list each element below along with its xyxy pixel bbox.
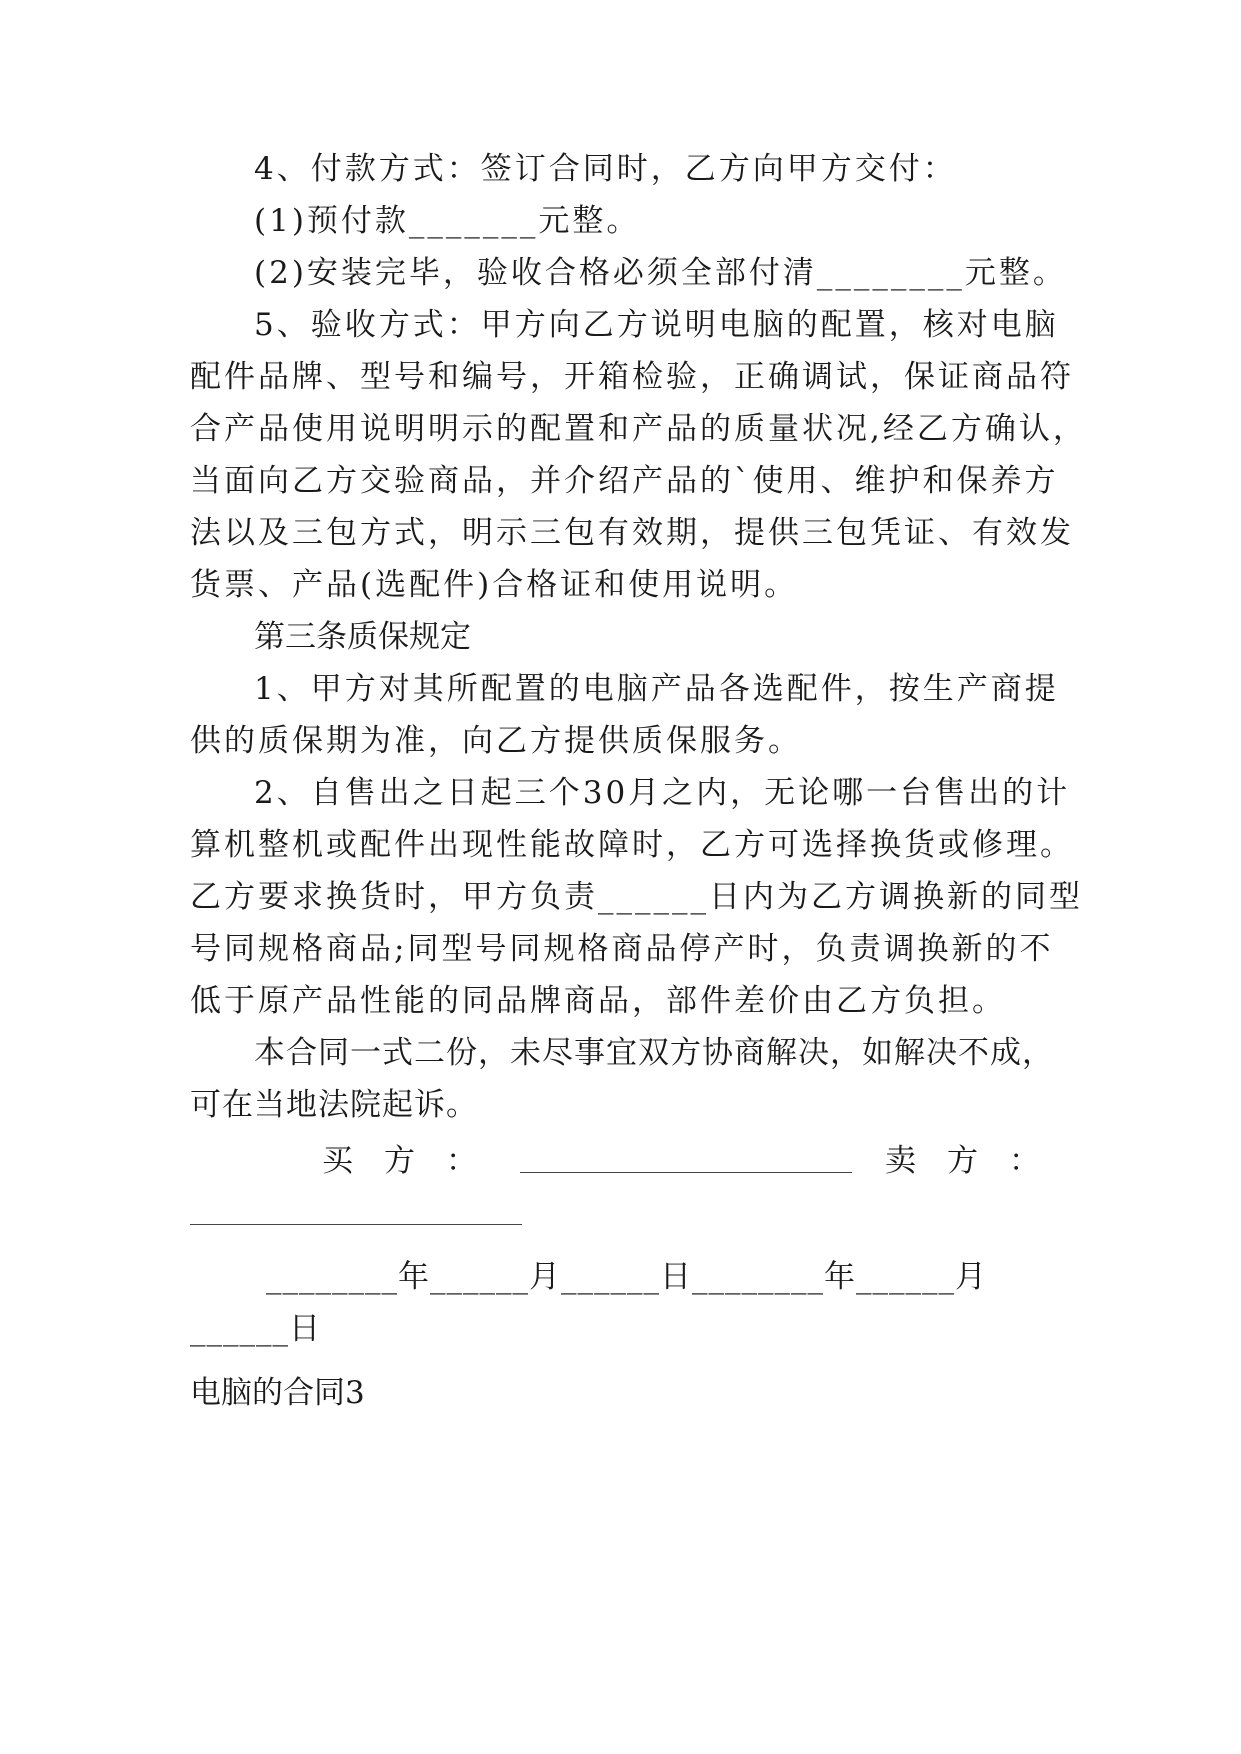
seller-label: 卖 方 ： — [885, 1143, 1040, 1179]
buyer-label: 买 方 ： — [322, 1143, 477, 1179]
closing-line-2: 可在当地法院起诉。 — [190, 1087, 478, 1123]
seller-signature-blank — [190, 1184, 522, 1242]
warranty-1-line-1: 1、甲方对其所配置的电脑产品各选配件，按生产商提 — [254, 671, 1059, 707]
warranty-2-line-1: 2、自售出之日起三个30月之内，无论哪一台售出的计 — [254, 775, 1071, 811]
acceptance-line-5: 法以及三包方式，明示三包有效期，提供三包凭证、有效发 — [190, 515, 1074, 551]
warranty-2-line-3: 乙方要求换货时，甲方负责______日内为乙方调换新的同型 — [190, 879, 1083, 915]
acceptance-line-6: 货票、产品(选配件)合格证和使用说明。 — [190, 567, 799, 603]
closing-line-1: 本合同一式二份，未尽事宜双方协商解决，如解决不成， — [254, 1035, 1054, 1071]
article-3-heading: 第三条质保规定 — [254, 619, 471, 655]
warranty-2-line-2: 算机整机或配件出现性能故障时，乙方可选择换货或修理。 — [190, 827, 1074, 863]
buyer-signature-blank — [520, 1132, 852, 1190]
warranty-2-line-4: 号同规格商品;同型号同规格商品停产时，负责调换新的不 — [190, 931, 1054, 967]
acceptance-line-2: 配件品牌、型号和编号，开箱检验，正确调试，保证商品符 — [190, 359, 1074, 395]
acceptance-line-3: 合产品使用说明明示的配置和产品的质量状况,经乙方确认， — [190, 411, 1087, 447]
date-line-1: ________年______月______日________年______月 — [266, 1259, 987, 1295]
acceptance-line-1: 5、验收方式：甲方向乙方说明电脑的配置，核对电脑 — [254, 307, 1059, 343]
prepayment-line: (1)预付款_______元整。 — [254, 203, 641, 239]
acceptance-line-4: 当面向乙方交验商品，并介绍产品的`使用、维护和保养方 — [190, 463, 1059, 499]
warranty-1-line-2: 供的质保期为准，向乙方提供质保服务。 — [190, 723, 802, 759]
warranty-2-line-5: 低于原产品性能的同品牌商品，部件差价由乙方负担。 — [190, 983, 1006, 1019]
final-payment-line: (2)安装完毕，验收合格必须全部付清________元整。 — [254, 255, 1067, 291]
payment-method-heading: 4、付款方式：签订合同时，乙方向甲方交付： — [254, 151, 957, 187]
next-contract-title: 电脑的合同3 — [190, 1375, 365, 1411]
date-line-2: ______日 — [190, 1311, 321, 1347]
